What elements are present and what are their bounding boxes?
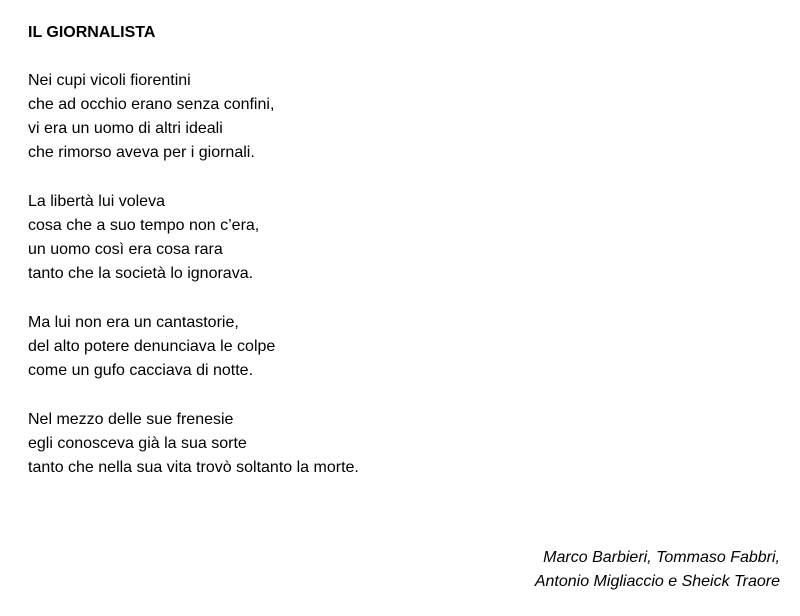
authors-credit: [535, 546, 780, 594]
poem-line: che ad occhio erano senza confini,: [28, 96, 275, 113]
poem-line: tanto che nella sua vita trovò soltanto la morte.: [28, 459, 359, 476]
authors-line: Marco Barbieri, Tommaso Fabbri,: [543, 549, 780, 566]
poem-line: Nei cupi vicoli fiorentini: [28, 72, 191, 89]
poem-line: che rimorso aveva per i giornali.: [28, 144, 255, 161]
poem-line: La libertà lui voleva: [28, 193, 165, 210]
stanza-1: [28, 69, 274, 165]
poem-line: egli conosceva già la sua sorte: [28, 435, 247, 452]
stanza-2: [28, 190, 259, 286]
poem-line: cosa che a suo tempo non c’era,: [28, 217, 260, 234]
poem-line: Nel mezzo delle sue frenesie: [28, 411, 234, 428]
poem-line: vi era un uomo di altri ideali: [28, 120, 223, 137]
authors-line: Antonio Migliaccio e Sheick Traore: [534, 573, 780, 590]
poem-line: Ma lui non era un cantastorie,: [28, 314, 239, 331]
stanza-3: [28, 311, 275, 383]
poem-line: del alto potere denunciava le colpe: [28, 338, 276, 355]
poem-line: tanto che la società lo ignorava.: [28, 265, 254, 282]
poem-line: come un gufo cacciava di notte.: [28, 362, 254, 379]
poem-title: IL GIORNALISTA: [28, 24, 156, 41]
poem-line: un uomo così era cosa rara: [28, 241, 223, 258]
stanza-4: [28, 408, 359, 480]
